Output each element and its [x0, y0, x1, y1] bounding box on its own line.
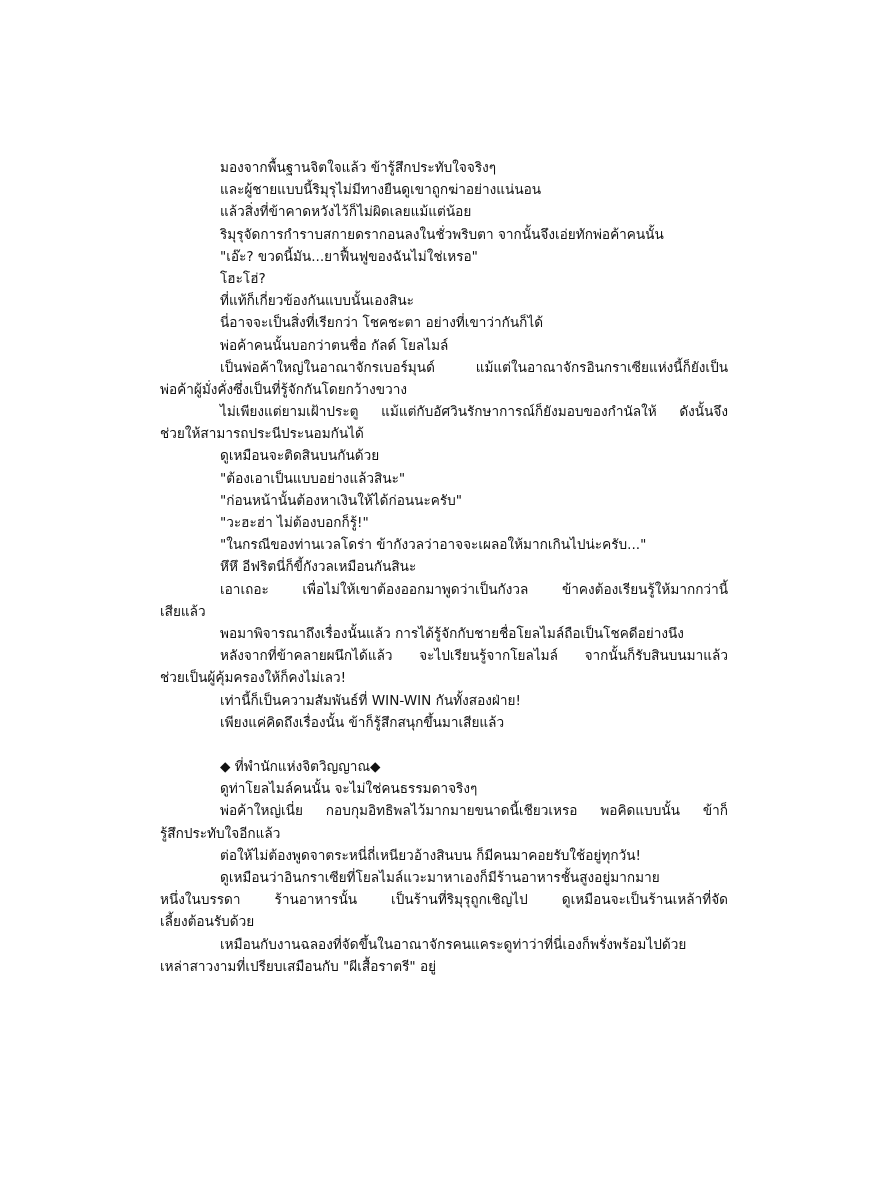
- text-line: ดูเหมือนว่าอินกราเซียที่โยลไมล์แวะมาหาเองก็มีร้านอาหารชั้นสูงอยู่มากมาย: [220, 870, 660, 886]
- text-line: "ก่อนหน้านั้นต้องหาเงินให้ได้ก่อนนะครับ": [220, 492, 463, 509]
- paragraph: [160, 512, 728, 534]
- paragraph: [160, 712, 728, 734]
- text-line: "ต้องเอาเป็นแบบอย่างแล้วสินะ": [220, 470, 406, 487]
- text-line: ไม่เพียงแต่ยามเฝ้าประตู แม้แต่กับอัศวินรักษาการณ์ก็ยังมอบของกำนัลให้ ดังนั้นจึง: [220, 404, 728, 421]
- paragraph: [160, 690, 728, 712]
- paragraph: [160, 246, 728, 268]
- text-line: หึหึ อีฟริตนี่ก็ขี้กังวลเหมือนกันสินะ: [220, 559, 417, 576]
- paragraph: [160, 534, 728, 556]
- text-line: เป็นพ่อค้าใหญ่ในอาณาจักรเบอร์มุนด์ แม้แต่ในอาณาจักรอินกราเซียแห่งนี้ก็ยังเป็น: [220, 359, 728, 376]
- paragraph: [160, 623, 728, 645]
- text-line: หนึ่งในบรรดา ร้านอาหารนั้น เป็นร้านที่ริมุรุถูกเชิญไป ดูเหมือนจะเป็นร้านเหล้าที่จัด: [160, 892, 728, 909]
- text-line: "วะฮะฮ่า ไม่ต้องบอกก็รู้!": [220, 515, 369, 531]
- text-line: เสียแล้ว: [160, 603, 206, 620]
- text-line: พ่อค้าใหญ่เนี่ย กอบกุมอิทธิพลไว้มากมายขนาดนี้เชียวเหรอ พอคิดแบบนั้น ข้าก็: [220, 803, 728, 820]
- paragraph: [160, 579, 728, 623]
- text-line: ดูเหมือนจะติดสินบนกันด้วย: [220, 448, 380, 465]
- text-line: นี่อาจจะเป็นสิ่งที่เรียกว่า โชคชะตา อย่างที่เขาว่ากันก็ได้: [220, 315, 544, 332]
- text-line: "เอ๊ะ? ขวดนี้มัน...ยาฟื้นฟูของฉันไม่ใช่เหรอ": [220, 248, 478, 265]
- paragraph: [160, 845, 728, 867]
- text-line: เลี้ยงต้อนรับด้วย: [160, 914, 255, 931]
- paragraph: [160, 201, 728, 223]
- text-line: พ่อค้าคนนั้นบอกว่าตนชื่อ กัลด์ โยลไมล์: [220, 337, 449, 354]
- text-line: ต่อให้ไม่ต้องพูดจาตระหนี่ถี่เหนียวอ้างสินบน ก็มีคนมาคอยรับใช้อยู่ทุกวัน!: [220, 847, 641, 864]
- paragraph: [160, 401, 728, 445]
- paragraph: [160, 335, 728, 357]
- text-line: หลังจากที่ข้าคลายผนึกได้แล้ว จะไปเรียนรู้จากโยลไมล์ จากนั้นก็รับสินบนมาแล้ว: [220, 648, 728, 665]
- section-heading: [160, 756, 728, 778]
- paragraph: [160, 157, 728, 179]
- text-line: ช่วยให้สามารถประนีประนอมกันได้: [160, 426, 364, 443]
- text-line: ที่แท้ก็เกี่ยวข้องกันแบบนั้นเองสินะ: [220, 293, 414, 310]
- paragraph: [160, 268, 728, 290]
- paragraph-spacer: [160, 734, 728, 756]
- text-line: ◆ ที่พำนักแห่งจิตวิญญาณ◆: [220, 759, 381, 776]
- paragraph: [160, 867, 728, 934]
- paragraph: [160, 556, 728, 578]
- text-line: รู้สึกประทับใจอีกแล้ว: [160, 825, 281, 842]
- text-line: พ่อค้าผู้มั่งคั่งซึ่งเป็นที่รู้จักกันโดยกว้างขวาง: [160, 381, 407, 398]
- text-line: พอมาพิจารณาถึงเรื่องนั้นแล้ว การได้รู้จักกับชายชื่อโยลไมล์ถือเป็นโชคดีอย่างนึง: [220, 625, 684, 642]
- paragraph: [160, 468, 728, 490]
- text-line: เอาเถอะ เพื่อไม่ให้เขาต้องออกมาพูดว่าเป็นกังวล ข้าคงต้องเรียนรู้ให้มากกว่านี้: [220, 581, 728, 598]
- paragraph: [160, 290, 728, 312]
- paragraph: [160, 445, 728, 467]
- paragraph: [160, 800, 728, 844]
- text-line: มองจากพื้นฐานจิตใจแล้ว ข้ารู้สึกประทับใจจริงๆ: [220, 160, 497, 176]
- paragraph: [160, 179, 728, 201]
- paragraph: [160, 778, 728, 800]
- text-line: แล้วสิ่งที่ข้าคาดหวังไว้ก็ไม่ผิดเลยแม้แต่น้อย: [220, 204, 472, 221]
- text-line: ช่วยเป็นผู้คุ้มครองให้ก็คงไม่เลว!: [160, 670, 347, 687]
- document-body: [160, 157, 728, 978]
- text-line: ริมุรุจัดการกำราบสกายดรากอนลงในชั่วพริบตา จากนั้นจึงเอ่ยทักพ่อค้าคนนั้น: [220, 226, 664, 243]
- text-line: ดูท่าโยลไมล์คนนั้น จะไม่ใช่คนธรรมดาจริงๆ: [220, 781, 478, 798]
- paragraph: [160, 357, 728, 401]
- text-line: และผู้ชายแบบนี้ริมุรุไม่มีทางยืนดูเขาถูกฆ่าอย่างแน่นอน: [220, 182, 542, 199]
- text-line: เหล่าสาวงามที่เปรียบเสมือนกับ "ผีเสื้อราตรี" อยู่: [160, 958, 437, 975]
- text-line: เหมือนกับงานฉลองที่จัดขึ้นในอาณาจักรคนแคระดูท่าว่าที่นี่เองก็พรั่งพร้อมไปด้วย: [220, 936, 687, 953]
- text-line: โฮะโฮ่?: [220, 270, 266, 287]
- paragraph: [160, 645, 728, 689]
- paragraph: [160, 934, 728, 978]
- paragraph: [160, 312, 728, 334]
- paragraph: [160, 490, 728, 512]
- text-line: "ในกรณีของท่านเวลโดร่า ข้ากังวลว่าอาจจะเผลอให้มากเกินไปน่ะครับ...": [220, 537, 647, 554]
- text-line: เพียงแค่คิดถึงเรื่องนั้น ข้าก็รู้สึกสนุกขึ้นมาเสียแล้ว: [220, 714, 505, 731]
- paragraph: [160, 224, 728, 246]
- text-line: เท่านี้ก็เป็นความสัมพันธ์ที่ WIN-WIN กันทั้งสองฝ่าย!: [220, 692, 521, 709]
